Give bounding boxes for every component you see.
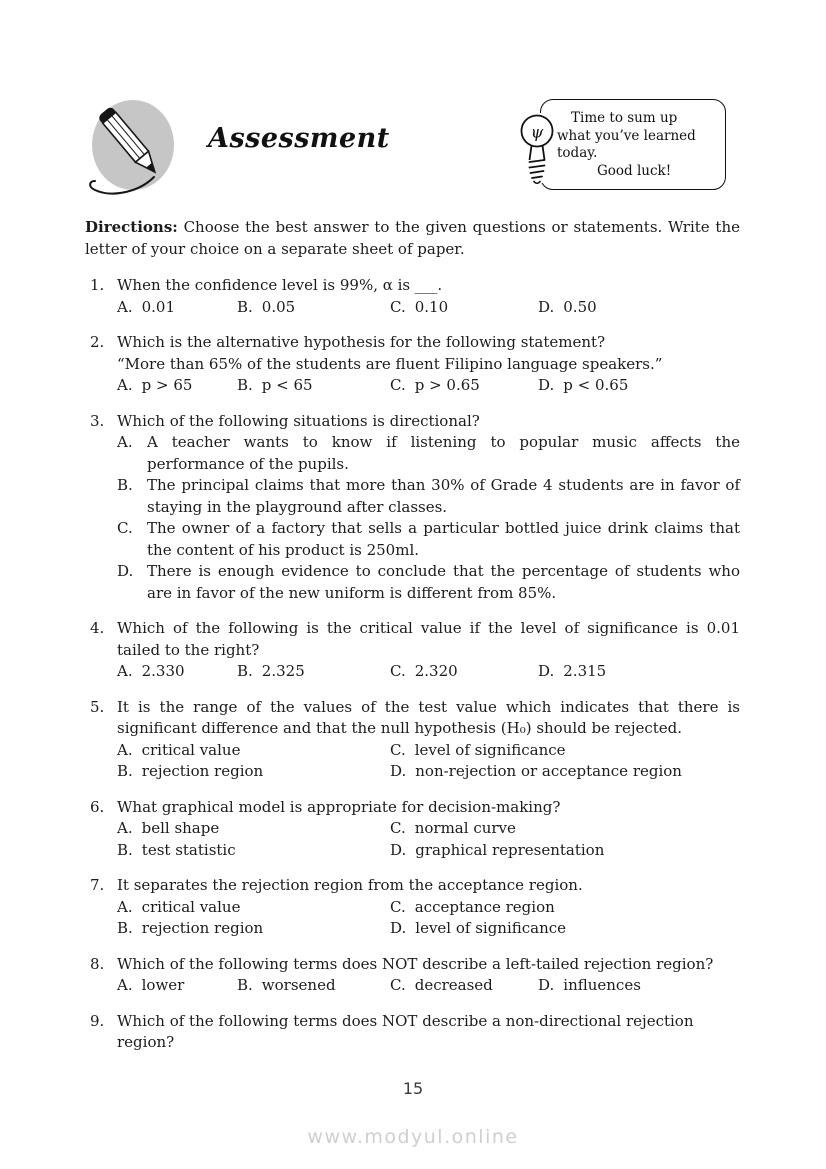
option-b: B. rejection region bbox=[117, 919, 264, 937]
option-d: D. 0.50 bbox=[538, 297, 597, 316]
question-6 bbox=[85, 797, 740, 862]
question-4 bbox=[85, 618, 740, 683]
question-text: Which of the following is the critical value if the level of significance is 0.01 tailed to the right? bbox=[117, 619, 740, 659]
options-row bbox=[117, 818, 740, 840]
question-number: 9. bbox=[90, 1011, 105, 1030]
option-b: B. rejection region bbox=[117, 762, 264, 780]
option-d: D. non-rejection or acceptance region bbox=[390, 762, 682, 780]
page-content bbox=[0, 98, 826, 1054]
question-9 bbox=[85, 1011, 740, 1054]
option-c: C. The owner of a factory that sells a particular bottled juice drink claims that the content of his product is 250ml. bbox=[117, 519, 740, 559]
question-text: When the confidence level is 99%, α is ___. bbox=[117, 276, 443, 294]
question-number: 7. bbox=[90, 876, 105, 894]
options-row bbox=[117, 897, 740, 919]
options-row bbox=[117, 975, 740, 997]
question-number: 4. bbox=[90, 619, 105, 637]
lightbulb-icon bbox=[516, 110, 558, 196]
question-number: 2. bbox=[90, 333, 105, 351]
option-a: A. bell shape bbox=[117, 819, 220, 837]
directions-label: Directions: bbox=[85, 218, 178, 236]
option-d: D. influences bbox=[538, 976, 641, 994]
question-text: Which of the following terms does NOT describe a left-tailed rejection region? bbox=[117, 954, 714, 973]
question-3 bbox=[85, 411, 740, 605]
option-a: A. 2.330 bbox=[117, 662, 185, 680]
option-b: B. 2.325 bbox=[237, 662, 305, 680]
question-number: 3. bbox=[90, 411, 105, 430]
option-a: A. critical value bbox=[117, 897, 241, 916]
question-5 bbox=[85, 697, 740, 783]
option-d: D. p < 0.65 bbox=[538, 376, 629, 394]
option-d: D. level of significance bbox=[390, 919, 567, 937]
option-b: B. p < 65 bbox=[237, 376, 313, 394]
option-b: B. The principal claims that more than 30% of Grade 4 students are in favor of staying in the playground after classes. bbox=[117, 476, 740, 516]
question-number: 1. bbox=[90, 276, 105, 294]
page-number: 15 bbox=[402, 1078, 424, 1098]
bubble-line: Time to sum up bbox=[571, 110, 678, 126]
svg-text:ψ: ψ bbox=[530, 122, 544, 142]
question-7 bbox=[85, 875, 740, 940]
option-c: C. 0.10 bbox=[390, 297, 449, 316]
pencil-icon bbox=[86, 98, 181, 207]
option-b: B. worsened bbox=[237, 976, 336, 994]
option-a: A. critical value bbox=[117, 740, 241, 759]
option-d: D. graphical representation bbox=[390, 840, 605, 859]
option-a: A. 0.01 bbox=[117, 297, 176, 316]
question-number: 5. bbox=[90, 697, 105, 716]
option-c: C. level of significance bbox=[390, 740, 566, 759]
option-d: D. There is enough evidence to conclude that the percentage of students who are in favor of the new uniform is different from 85%. bbox=[117, 562, 740, 602]
option-c: C. decreased bbox=[390, 976, 493, 994]
options-row bbox=[117, 375, 740, 397]
options-row bbox=[117, 918, 740, 940]
header bbox=[85, 98, 740, 195]
bubble-line: today. bbox=[557, 145, 598, 161]
directions-text: Choose the best answer to the given questions or statements. Write the letter of your choice on a separate sheet of paper. bbox=[85, 218, 740, 258]
question-text: What graphical model is appropriate for decision-making? bbox=[117, 797, 561, 816]
watermark: www.modyul.online bbox=[307, 1125, 519, 1148]
question-text: Which of the following terms does NOT describe a non-directional rejection region? bbox=[117, 1011, 694, 1051]
options-row bbox=[117, 297, 740, 319]
options-row bbox=[117, 761, 740, 783]
tip-bubble bbox=[530, 99, 726, 190]
bubble-line: Good luck! bbox=[597, 162, 672, 179]
option-c: C. 2.320 bbox=[390, 662, 458, 680]
option-a: A. p > 65 bbox=[117, 376, 193, 394]
option-c: C. p > 0.65 bbox=[390, 376, 480, 394]
options-row bbox=[117, 740, 740, 762]
question-text: It is the range of the values of the test value which indicates that there is significant difference and that the null hypothesis (H₀) should be rejected. bbox=[117, 697, 740, 737]
question-text: Which of the following situations is directional? bbox=[117, 411, 480, 430]
option-c: C. normal curve bbox=[390, 819, 516, 837]
option-c: C. acceptance region bbox=[390, 897, 555, 916]
question-1 bbox=[85, 275, 740, 318]
option-b: B. 0.05 bbox=[237, 297, 296, 316]
option-a: A. lower bbox=[117, 976, 185, 994]
page-title: Assessment bbox=[208, 123, 390, 154]
directions bbox=[85, 217, 740, 260]
question-number: 8. bbox=[90, 954, 105, 973]
option-b: B. test statistic bbox=[117, 840, 236, 859]
option-a: A. A teacher wants to know if listening to popular music affects the performance of the pupils. bbox=[117, 433, 740, 473]
question-quote: “More than 65% of the students are fluent Filipino language speakers.” bbox=[117, 354, 663, 373]
question-8 bbox=[85, 954, 740, 997]
question-text: Which is the alternative hypothesis for the following statement? bbox=[117, 333, 606, 351]
bubble-line: what you’ve learned bbox=[557, 127, 696, 144]
options-row bbox=[117, 840, 740, 862]
question-text: It separates the rejection region from the acceptance region. bbox=[117, 876, 583, 894]
options-row bbox=[117, 661, 740, 683]
question-number: 6. bbox=[90, 797, 105, 816]
option-d: D. 2.315 bbox=[538, 662, 607, 680]
question-2 bbox=[85, 332, 740, 397]
